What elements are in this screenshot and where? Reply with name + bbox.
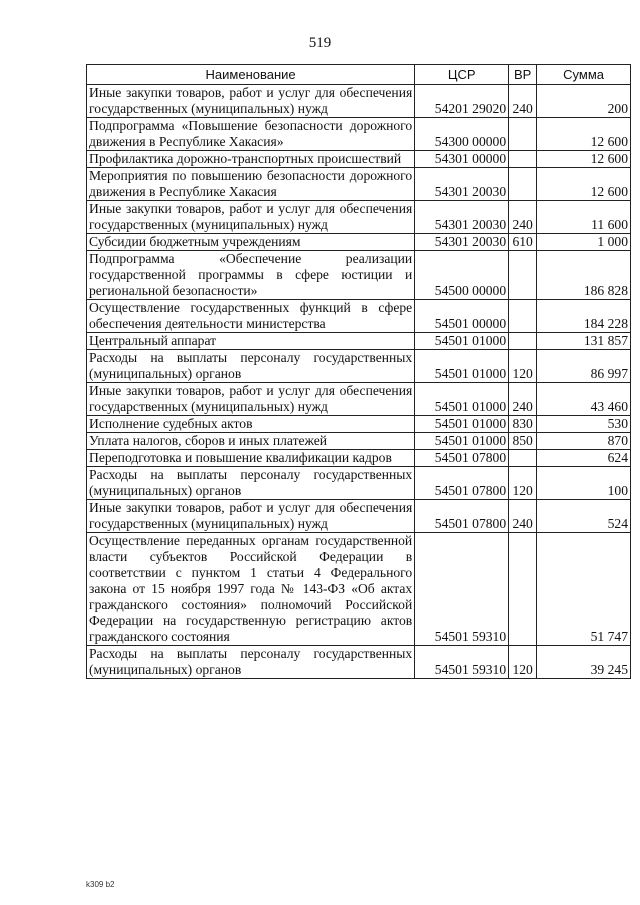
row-csr: 54501 01000 xyxy=(415,433,509,450)
row-sum: 43 460 xyxy=(537,383,631,416)
table-row xyxy=(87,118,631,151)
row-name: Исполнение судебных актов xyxy=(87,416,415,433)
row-sum: 524 xyxy=(537,500,631,533)
row-csr: 54301 20030 xyxy=(415,201,509,234)
row-name: Подпрограмма «Обеспечение реализации государственной программы в сфере юстиции и региональной безопасности» xyxy=(87,251,415,300)
row-csr: 54300 00000 xyxy=(415,118,509,151)
row-vr: 850 xyxy=(509,433,537,450)
row-name: Переподготовка и повышение квалификации кадров xyxy=(87,450,415,467)
table-row xyxy=(87,350,631,383)
row-sum: 624 xyxy=(537,450,631,467)
row-sum: 12 600 xyxy=(537,151,631,168)
row-vr xyxy=(509,151,537,168)
row-name: Расходы на выплаты персоналу государственных (муниципальных) органов xyxy=(87,646,415,679)
page-number: 519 xyxy=(308,35,332,51)
row-csr: 54301 00000 xyxy=(415,151,509,168)
row-sum: 100 xyxy=(537,467,631,500)
row-csr: 54501 01000 xyxy=(415,416,509,433)
row-sum: 200 xyxy=(537,85,631,118)
table-row xyxy=(87,333,631,350)
header-sum: Сумма xyxy=(537,65,631,85)
row-sum: 11 600 xyxy=(537,201,631,234)
table-row xyxy=(87,201,631,234)
row-csr: 54301 20030 xyxy=(415,168,509,201)
row-vr xyxy=(509,450,537,467)
row-csr: 54501 07800 xyxy=(415,450,509,467)
row-vr: 240 xyxy=(509,85,537,118)
row-name: Мероприятия по повышению безопасности дорожного движения в Республике Хакасия xyxy=(87,168,415,201)
row-name: Осуществление переданных органам государственной власти субъектов Российской Федерации в соответствии с пунктом 1 статьи 4 Федерального закона от 15 ноября 1997 года № 143-ФЗ «Об актах гражданского состояния» полномочий Российской Федерации на государственную регистрацию актов гражданского состояния xyxy=(87,533,415,646)
row-vr xyxy=(509,251,537,300)
row-sum: 39 245 xyxy=(537,646,631,679)
table-row xyxy=(87,151,631,168)
row-name: Иные закупки товаров, работ и услуг для обеспечения государственных (муниципальных) нужд xyxy=(87,500,415,533)
table-row xyxy=(87,533,631,646)
table-row xyxy=(87,85,631,118)
row-vr xyxy=(509,533,537,646)
budget-table xyxy=(86,64,631,679)
row-csr: 54501 07800 xyxy=(415,500,509,533)
row-name: Подпрограмма «Повышение безопасности дорожного движения в Республике Хакасия» xyxy=(87,118,415,151)
row-sum: 51 747 xyxy=(537,533,631,646)
row-vr: 120 xyxy=(509,646,537,679)
row-name: Осуществление государственных функций в сфере обеспечения деятельности министерства xyxy=(87,300,415,333)
row-csr: 54501 59310 xyxy=(415,533,509,646)
row-sum: 1 000 xyxy=(537,234,631,251)
row-name: Расходы на выплаты персоналу государственных (муниципальных) органов xyxy=(87,350,415,383)
row-sum: 184 228 xyxy=(537,300,631,333)
row-name: Профилактика дорожно-транспортных происшествий xyxy=(87,151,415,168)
table-row xyxy=(87,467,631,500)
table-row xyxy=(87,234,631,251)
row-vr: 830 xyxy=(509,416,537,433)
table-header-row xyxy=(87,65,631,85)
row-sum: 186 828 xyxy=(537,251,631,300)
table-row xyxy=(87,433,631,450)
row-name: Иные закупки товаров, работ и услуг для обеспечения государственных (муниципальных) нужд xyxy=(87,201,415,234)
row-name: Расходы на выплаты персоналу государственных (муниципальных) органов xyxy=(87,467,415,500)
row-vr xyxy=(509,168,537,201)
row-csr: 54301 20030 xyxy=(415,234,509,251)
table-row xyxy=(87,383,631,416)
row-vr: 240 xyxy=(509,383,537,416)
footer-code: k309 b2 xyxy=(86,880,115,889)
row-sum: 131 857 xyxy=(537,333,631,350)
row-vr xyxy=(509,300,537,333)
row-sum: 870 xyxy=(537,433,631,450)
row-name: Иные закупки товаров, работ и услуг для обеспечения государственных (муниципальных) нужд xyxy=(87,85,415,118)
table-row xyxy=(87,646,631,679)
row-name: Уплата налогов, сборов и иных платежей xyxy=(87,433,415,450)
row-vr xyxy=(509,118,537,151)
table-row xyxy=(87,450,631,467)
row-csr: 54501 01000 xyxy=(415,383,509,416)
table-row xyxy=(87,251,631,300)
row-csr: 54501 59310 xyxy=(415,646,509,679)
header-name: Наименование xyxy=(87,65,415,85)
row-name: Субсидии бюджетным учреждениям xyxy=(87,234,415,251)
row-vr: 240 xyxy=(509,201,537,234)
row-csr: 54501 01000 xyxy=(415,333,509,350)
table-row xyxy=(87,168,631,201)
row-sum: 86 997 xyxy=(537,350,631,383)
row-sum: 530 xyxy=(537,416,631,433)
table-row xyxy=(87,300,631,333)
row-csr: 54501 00000 xyxy=(415,300,509,333)
table-row xyxy=(87,500,631,533)
row-vr: 120 xyxy=(509,350,537,383)
row-csr: 54501 07800 xyxy=(415,467,509,500)
row-csr: 54501 01000 xyxy=(415,350,509,383)
row-vr: 240 xyxy=(509,500,537,533)
row-csr: 54500 00000 xyxy=(415,251,509,300)
row-vr: 120 xyxy=(509,467,537,500)
table-row xyxy=(87,416,631,433)
row-vr xyxy=(509,333,537,350)
header-csr: ЦСР xyxy=(415,65,509,85)
row-sum: 12 600 xyxy=(537,168,631,201)
row-sum: 12 600 xyxy=(537,118,631,151)
row-vr: 610 xyxy=(509,234,537,251)
row-name: Центральный аппарат xyxy=(87,333,415,350)
header-vr: ВР xyxy=(509,65,537,85)
row-name: Иные закупки товаров, работ и услуг для обеспечения государственных (муниципальных) нужд xyxy=(87,383,415,416)
row-csr: 54201 29020 xyxy=(415,85,509,118)
